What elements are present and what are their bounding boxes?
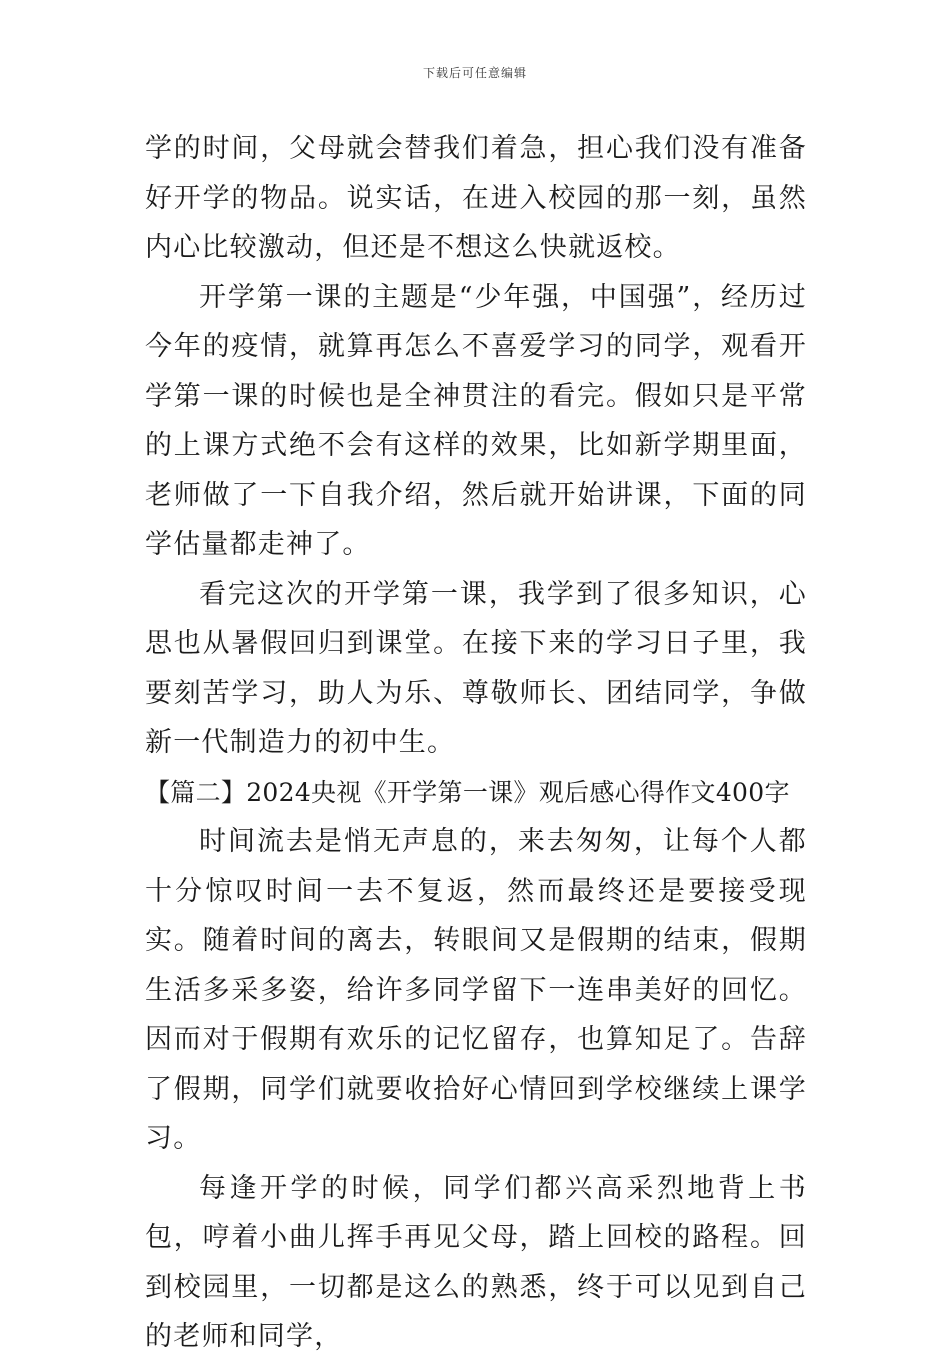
- document-body: [145, 124, 807, 1362]
- header-note: 下载后可任意编辑: [422, 66, 527, 80]
- paragraph-time: 时间流去是悄无声息的，来去匆匆，让每个人都十分惊叹时间一去不复返，然而最终还是要接受现实。随着时间的离去，转眼间又是假期的结束，假期生活多采多姿，给许多同学留下一连串美好的回忆。因而对于假期有欢乐的记忆留存，也算知足了。告辞了假期，同学们就要收拾好心情回到学校继续上课学习。: [145, 826, 807, 1154]
- paragraph-school-start: 每逢开学的时候，同学们都兴高采烈地背上书包，哼着小曲儿挥手再见父母，踏上回校的路程。回到校园里，一切都是这么的熟悉，终于可以见到自己的老师和同学，: [145, 1172, 807, 1352]
- paragraph-theme: 开学第一课的主题是“少年强，中国强”，经历过今年的疫情，就算再怎么不喜爱学习的同学，观看开学第一课的时候也是全神贯注的看完。假如只是平常的上课方式绝不会有这样的效果，比如新学期里面，老师做了一下自我介绍，然后就开始讲课，下面的同学估量都走神了。: [145, 281, 807, 560]
- paragraph-continued: 学的时间，父母就会替我们着急，担心我们没有准备好开学的物品。说实话，在进入校园的那一刻，虽然内心比较激动，但还是不想这么快就返校。: [145, 133, 807, 263]
- paragraph-reflection: 看完这次的开学第一课，我学到了很多知识，心思也从暑假回归到课堂。在接下来的学习日子里，我要刻苦学习，助人为乐、尊敬师长、团结同学，争做新一代制造力的初中生。: [145, 578, 807, 758]
- section-heading: 【篇二】2024央视《开学第一课》观后感心得作文400字: [145, 777, 790, 807]
